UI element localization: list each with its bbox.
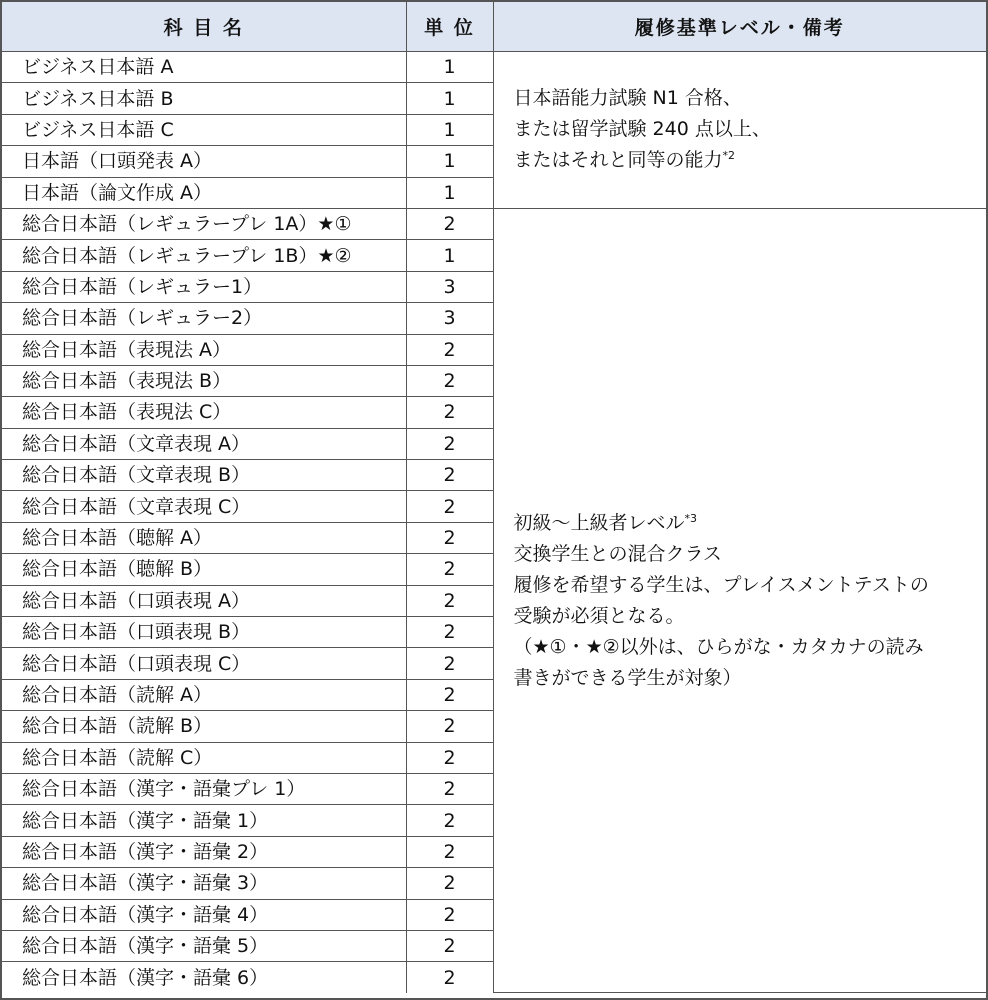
- table-body: [2, 52, 986, 993]
- units-cell: 2: [406, 334, 493, 365]
- note-text: 交換学生との混合クラス: [513, 542, 722, 565]
- table-row: [2, 52, 986, 83]
- table-header-row: [2, 2, 986, 52]
- units-cell: 1: [406, 177, 493, 208]
- units-cell: 2: [406, 930, 493, 961]
- footnote-marker: *3: [684, 511, 698, 525]
- subject-cell: 総合日本語（レギュラー2）: [2, 303, 406, 334]
- note-line: [514, 508, 981, 539]
- subject-cell: 総合日本語（漢字・語彙 1）: [2, 805, 406, 836]
- subject-cell: 総合日本語（表現法 A）: [2, 334, 406, 365]
- subject-cell: 総合日本語（漢字・語彙プレ 1）: [2, 773, 406, 804]
- note-text: 履修を希望する学生は、プレイスメントテストの: [513, 573, 929, 596]
- note-text: 受験が必須となる。: [513, 604, 685, 627]
- subject-cell: 総合日本語（漢字・語彙 4）: [2, 899, 406, 930]
- note-line: [514, 114, 981, 145]
- note-line: [514, 539, 981, 570]
- units-cell: 2: [406, 868, 493, 899]
- subject-cell: 総合日本語（漢字・語彙 6）: [2, 962, 406, 993]
- subject-cell: 総合日本語（文章表現 C）: [2, 491, 406, 522]
- subject-cell: 日本語（口頭発表 A）: [2, 146, 406, 177]
- note-text: 初級～上級者レベル: [513, 511, 685, 534]
- units-cell: 2: [406, 397, 493, 428]
- units-cell: 2: [406, 617, 493, 648]
- notes-cell: [493, 52, 986, 209]
- subject-cell: 総合日本語（文章表現 A）: [2, 428, 406, 459]
- units-cell: 3: [406, 271, 493, 302]
- units-cell: 2: [406, 679, 493, 710]
- subject-cell: 総合日本語（レギュラープレ 1B）★②: [2, 240, 406, 271]
- subject-cell: 総合日本語（読解 C）: [2, 742, 406, 773]
- subject-cell: 総合日本語（漢字・語彙 2）: [2, 836, 406, 867]
- note-line: [514, 601, 981, 632]
- units-cell: 2: [406, 711, 493, 742]
- subject-cell: 総合日本語（文章表現 B）: [2, 460, 406, 491]
- units-cell: 2: [406, 460, 493, 491]
- units-cell: 1: [406, 114, 493, 145]
- note-line: [514, 83, 981, 114]
- header-subject: 科 目 名: [2, 2, 406, 52]
- subject-cell: 総合日本語（表現法 B）: [2, 365, 406, 396]
- units-cell: 2: [406, 648, 493, 679]
- table-row: [2, 208, 986, 239]
- units-cell: 2: [406, 836, 493, 867]
- subject-cell: 総合日本語（読解 A）: [2, 679, 406, 710]
- units-cell: 3: [406, 303, 493, 334]
- subject-cell: 総合日本語（漢字・語彙 5）: [2, 930, 406, 961]
- units-cell: 2: [406, 899, 493, 930]
- subject-cell: 日本語（論文作成 A）: [2, 177, 406, 208]
- units-cell: 2: [406, 554, 493, 585]
- subject-cell: ビジネス日本語 B: [2, 83, 406, 114]
- subject-cell: 総合日本語（レギュラープレ 1A）★①: [2, 208, 406, 239]
- note-text: （★①・★②以外は、ひらがな・カタカナの読み: [513, 635, 924, 658]
- units-cell: 2: [406, 742, 493, 773]
- subject-cell: 総合日本語（レギュラー1）: [2, 271, 406, 302]
- note-line: [514, 145, 981, 176]
- note-line: [514, 570, 981, 601]
- units-cell: 2: [406, 365, 493, 396]
- notes-cell: [493, 208, 986, 992]
- note-text: またはそれと同等の能力: [513, 149, 723, 172]
- note-line: [514, 632, 981, 663]
- subject-cell: 総合日本語（口頭表現 A）: [2, 585, 406, 616]
- header-notes: 履修基準レベル・備考: [493, 2, 986, 52]
- units-cell: 2: [406, 773, 493, 804]
- subject-cell: 総合日本語（漢字・語彙 3）: [2, 868, 406, 899]
- units-cell: 2: [406, 805, 493, 836]
- units-cell: 1: [406, 240, 493, 271]
- subject-cell: 総合日本語（読解 B）: [2, 711, 406, 742]
- units-cell: 2: [406, 522, 493, 553]
- units-cell: 2: [406, 428, 493, 459]
- units-cell: 2: [406, 962, 493, 993]
- header-units: 単 位: [406, 2, 493, 52]
- subject-cell: 総合日本語（聴解 B）: [2, 554, 406, 585]
- subject-cell: ビジネス日本語 C: [2, 114, 406, 145]
- note-text: 日本語能力試験 N1 合格、: [513, 87, 742, 110]
- course-table: [2, 2, 986, 993]
- note-line: [514, 663, 981, 694]
- subject-cell: 総合日本語（口頭表現 C）: [2, 648, 406, 679]
- note-text: 書きができる学生が対象）: [513, 666, 742, 689]
- subject-cell: 総合日本語（聴解 A）: [2, 522, 406, 553]
- footnote-marker: *2: [722, 149, 736, 163]
- units-cell: 2: [406, 491, 493, 522]
- subject-cell: 総合日本語（口頭表現 B）: [2, 617, 406, 648]
- units-cell: 1: [406, 83, 493, 114]
- subject-cell: ビジネス日本語 A: [2, 52, 406, 83]
- units-cell: 2: [406, 208, 493, 239]
- units-cell: 1: [406, 146, 493, 177]
- units-cell: 1: [406, 52, 493, 83]
- note-text: または留学試験 240 点以上、: [513, 118, 771, 141]
- units-cell: 2: [406, 585, 493, 616]
- subject-cell: 総合日本語（表現法 C）: [2, 397, 406, 428]
